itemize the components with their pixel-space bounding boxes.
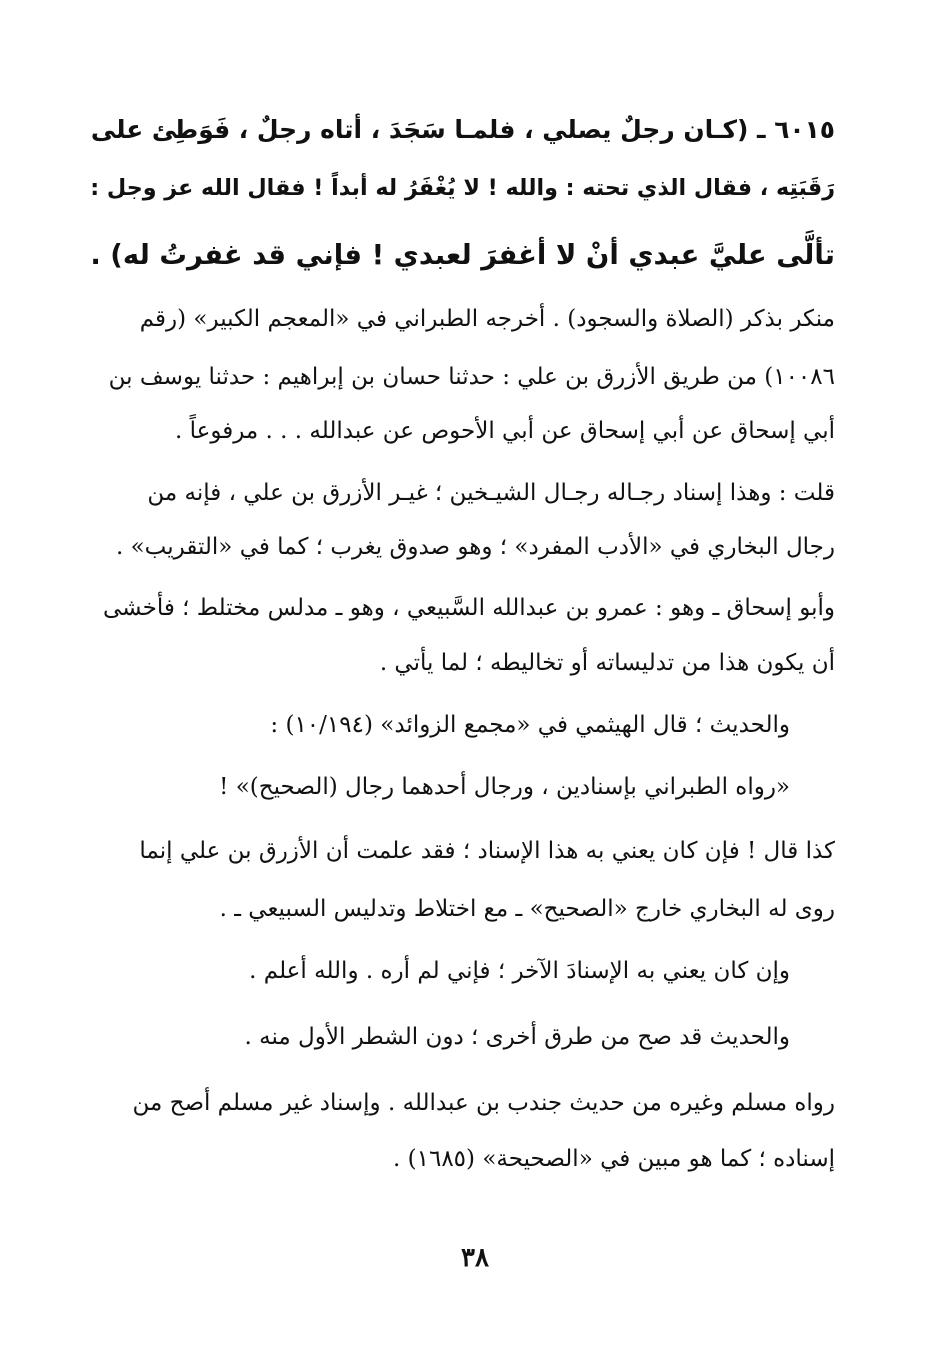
commentary-line: روى له البخاري خارج «الصحيح» ـ مع اختلاط وتدليس السبيعي ـ . — [219, 896, 835, 922]
commentary-line: كذا قال ! فإن كان يعني به هذا الإسناد ؛ فقد علمت أن الأزرق بن علي إنما — [139, 838, 835, 864]
commentary-line: رجال البخاري في «الأدب المفرد» ؛ وهو صدوق يغرب ؛ كما في «التقريب» . — [115, 534, 835, 560]
commentary-line: قلت : وهذا إسناد رجـاله رجـال الشيـخين ؛ غيـر الأزرق بن علي ، فإنه من — [147, 480, 835, 506]
commentary-line: «رواه الطبراني بإسنادين ، ورجال أحدهما رجال (الصحيح)» ! — [219, 774, 790, 800]
commentary-line: والحديث قد صح من طرق أخرى ؛ دون الشطر الأول منه . — [244, 1024, 790, 1050]
commentary-line: أن يكون هذا من تدليساته أو تخاليطه ؛ لما يأتي . — [379, 650, 835, 676]
commentary-line: أبي إسحاق عن أبي إسحاق عن أبي الأحوص عن عبدالله . . . مرفوعاً . — [174, 418, 835, 444]
commentary-line: إسناده ؛ كما هو مبين في «الصحيحة» (١٦٨٥) . — [393, 1146, 835, 1172]
hadith-line: ٦٠١٥ ـ (كـان رجلٌ يصلي ، فلمـا سَجَدَ ، أتاه رجلٌ ، فَوَطِئ على — [90, 115, 835, 144]
commentary-line: رواه مسلم وغيره من حديث جندب بن عبدالله . وإسناد غير مسلم أصح من — [132, 1090, 835, 1116]
commentary-line: والحديث ؛ قال الهيثمي في «مجمع الزوائد» (١٠/١٩٤) : — [270, 712, 790, 738]
commentary-line: وإن كان يعني به الإسنادَ الآخر ؛ فإني لم أره . والله أعلم . — [249, 958, 790, 984]
hadith-line: رَقَبَتِه ، فقال الذي تحته : والله ! لا يُغْفَرُ له أبداً ! فقال الله عز وجل : — [90, 175, 835, 201]
commentary-line: منكر بذكر (الصلاة والسجود) . أخرجه الطبراني في «المعجم الكبير» (رقم — [139, 306, 835, 332]
hadith-line: تألَّى عليَّ عبدي أنْ لا أغفرَ لعبدي ! فإني قد غفرتُ له) . — [90, 239, 835, 271]
commentary-line: وأبو إسحاق ـ وهو : عمرو بن عبدالله السَّبيعي ، وهو ـ مدلس مختلط ؛ فأخشى — [102, 595, 835, 621]
page-number: ٣٨ — [461, 1243, 489, 1273]
commentary-line: ١٠٠٨٦) من طريق الأزرق بن علي : حدثنا حسان بن إبراهيم : حدثنا يوسف بن — [108, 364, 835, 390]
